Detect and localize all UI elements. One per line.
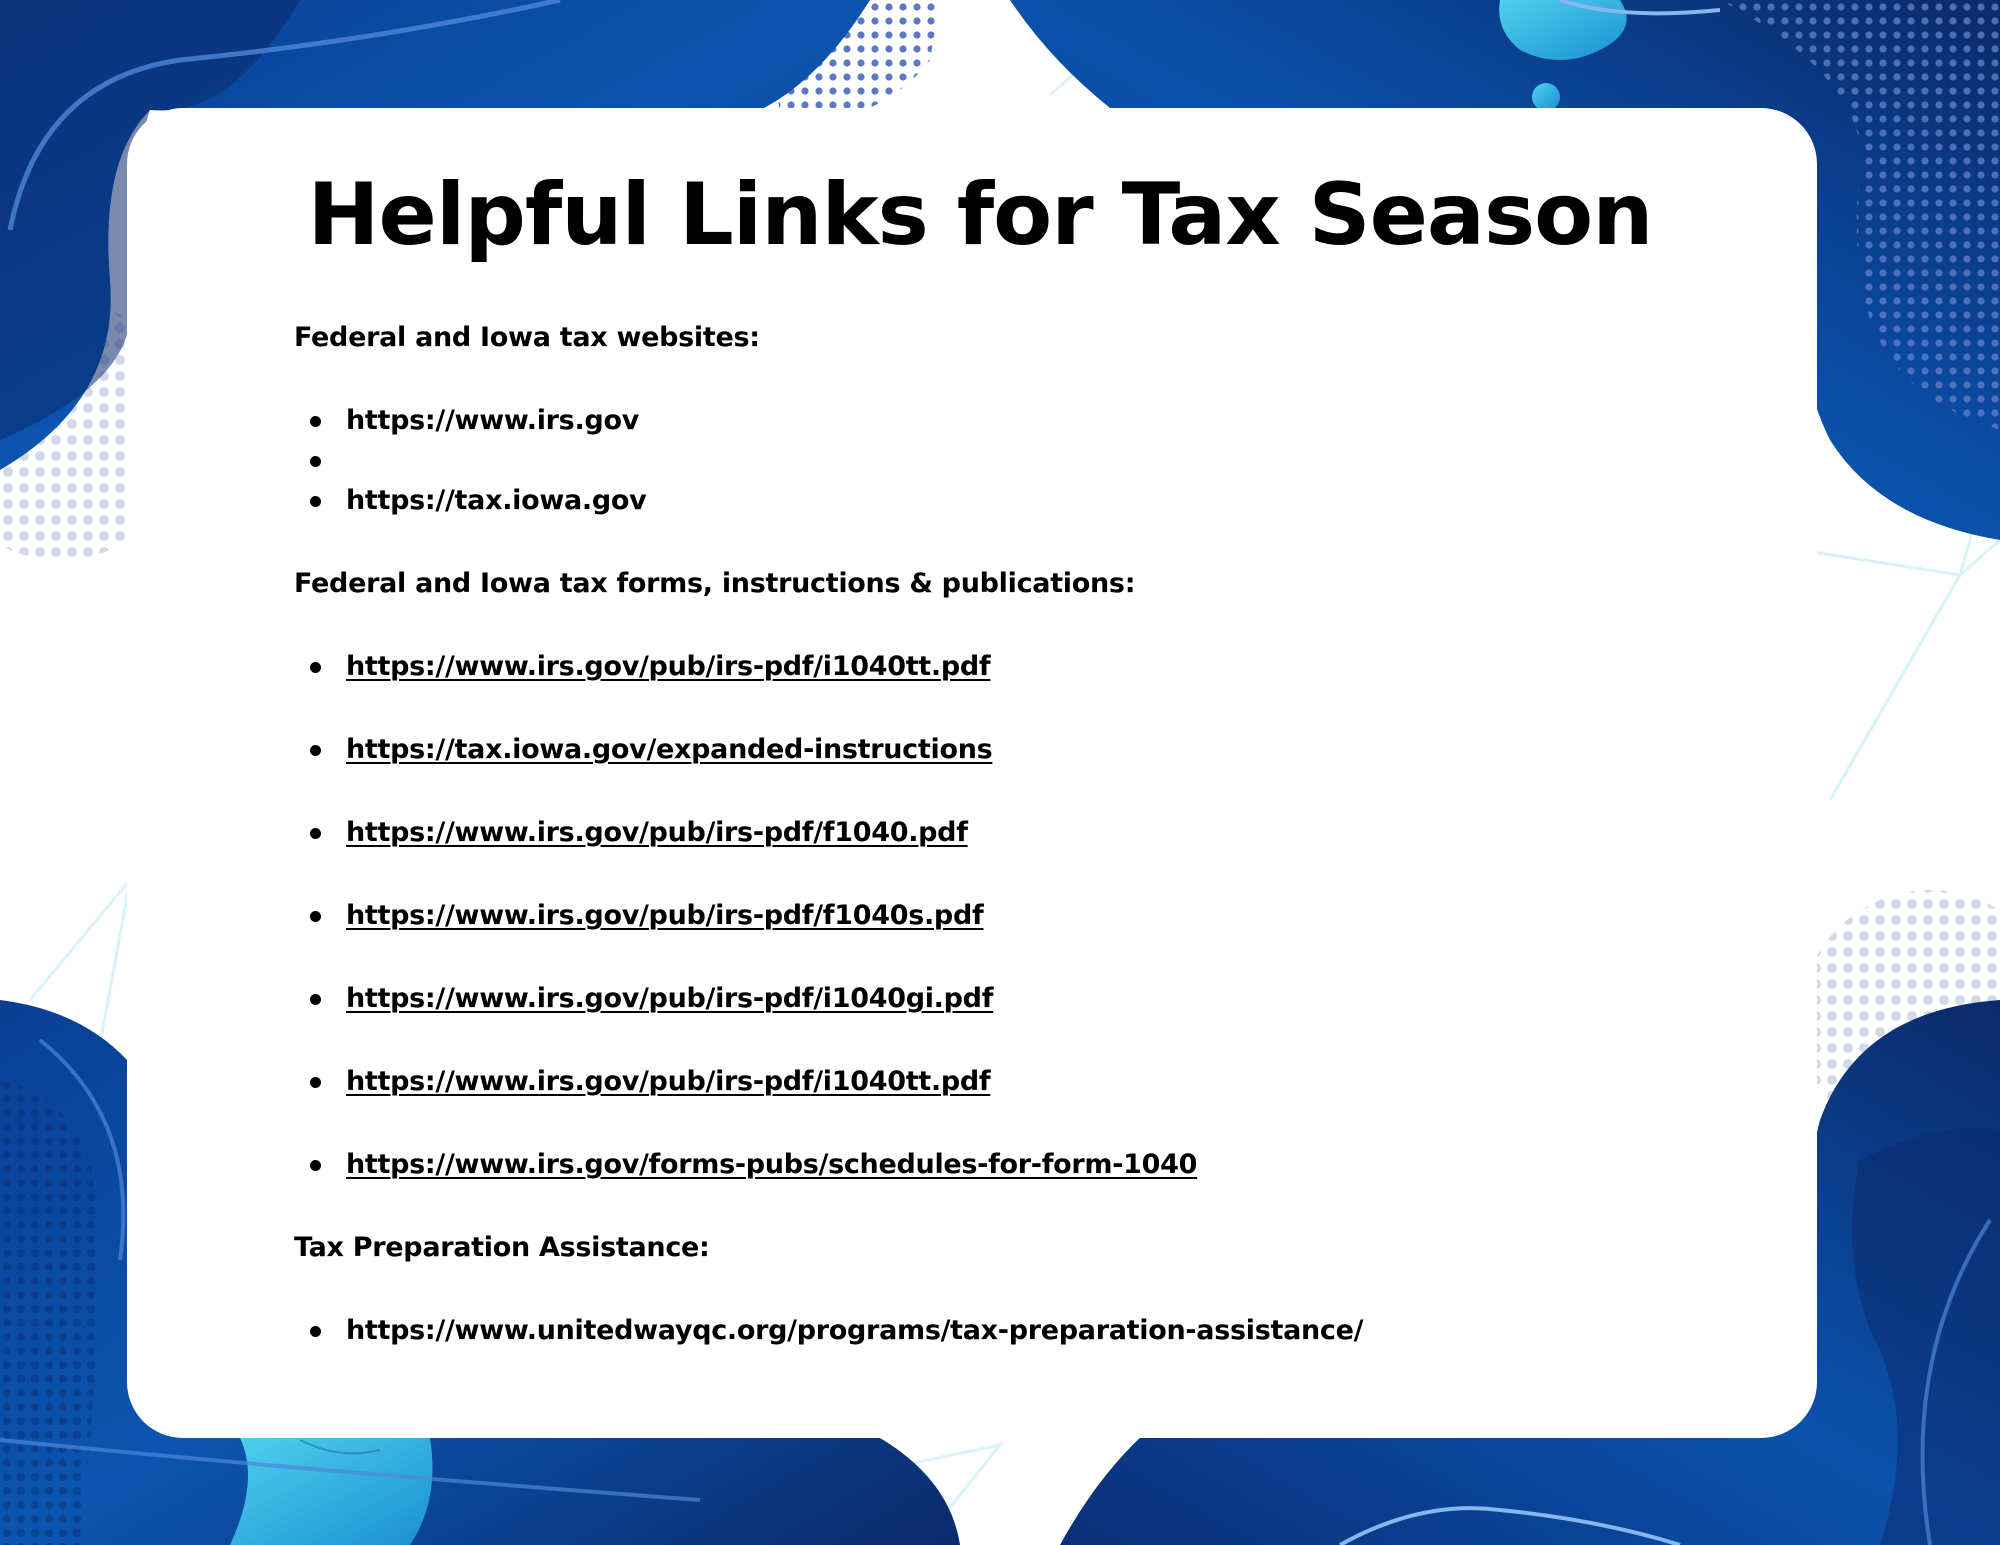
link-i1040tt-pdf[interactable]: https://www.irs.gov/pub/irs-pdf/i1040tt.pdf <box>346 651 991 682</box>
link-i1040tt-pdf-second[interactable]: https://www.irs.gov/pub/irs-pdf/i1040tt.pdf <box>346 1066 991 1097</box>
website-url: https://www.irs.gov <box>346 405 639 436</box>
list-item <box>294 896 1744 936</box>
section-heading-forms: Federal and Iowa tax forms, instructions & publications: <box>294 568 1136 599</box>
list-item <box>294 979 1744 1019</box>
page-title: Helpful Links for Tax Season <box>307 165 1653 265</box>
list-item <box>294 1311 1744 1351</box>
bullet-icon <box>310 911 321 922</box>
bullet-icon <box>310 456 321 467</box>
bullet-icon <box>310 745 321 756</box>
links-content <box>294 318 1744 1351</box>
bullet-icon <box>310 1077 321 1088</box>
link-iowa-expanded-instructions[interactable]: https://tax.iowa.gov/expanded-instructions <box>346 734 993 765</box>
bullet-icon <box>310 496 321 507</box>
list-item <box>294 730 1744 770</box>
link-i1040gi-pdf[interactable]: https://www.irs.gov/pub/irs-pdf/i1040gi.pdf <box>346 983 994 1014</box>
section-heading-tax-websites: Federal and Iowa tax websites: <box>294 322 760 353</box>
tax-websites-list <box>294 401 1744 521</box>
list-item-empty <box>294 441 1744 481</box>
list-item <box>294 1145 1744 1185</box>
forms-links-list <box>294 647 1744 1185</box>
list-item <box>294 481 1744 521</box>
website-url: https://tax.iowa.gov <box>346 485 647 516</box>
tax-prep-list <box>294 1311 1744 1351</box>
assistance-url: https://www.unitedwayqc.org/programs/tax-preparation-assistance/ <box>346 1315 1364 1346</box>
list-item <box>294 647 1744 687</box>
bullet-icon <box>310 416 321 427</box>
bullet-icon <box>310 662 321 673</box>
section-heading-tax-prep-assistance: Tax Preparation Assistance: <box>294 1232 710 1263</box>
link-f1040s-pdf[interactable]: https://www.irs.gov/pub/irs-pdf/f1040s.pdf <box>346 900 984 931</box>
link-f1040-pdf[interactable]: https://www.irs.gov/pub/irs-pdf/f1040.pdf <box>346 817 968 848</box>
list-item <box>294 1062 1744 1102</box>
list-item <box>294 813 1744 853</box>
bullet-icon <box>310 1326 321 1337</box>
bullet-icon <box>310 994 321 1005</box>
link-schedules-form-1040[interactable]: https://www.irs.gov/forms-pubs/schedules-for-form-1040 <box>346 1149 1198 1180</box>
bullet-icon <box>310 828 321 839</box>
list-item <box>294 401 1744 441</box>
bullet-icon <box>310 1160 321 1171</box>
